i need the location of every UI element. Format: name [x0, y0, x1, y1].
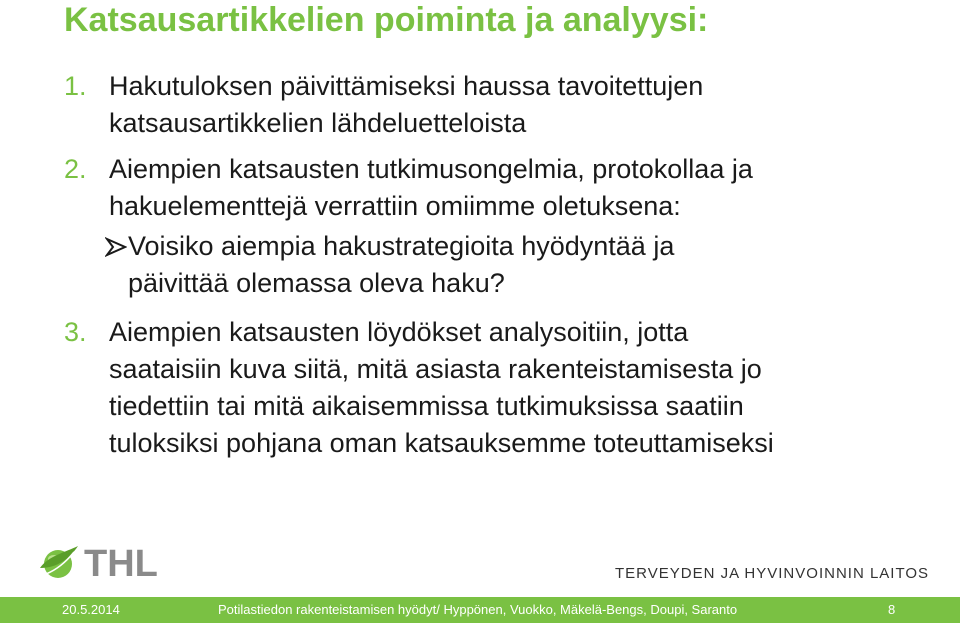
- logo-text: THL: [84, 543, 158, 582]
- footer-bar: [0, 597, 960, 623]
- slide-title: Katsausartikkelien poiminta ja analyysi:: [64, 1, 709, 39]
- list-item-3: [64, 314, 944, 462]
- sub-list-item-line-2: päivittää olemassa oleva haku?: [128, 268, 505, 298]
- list-number-3: 3.: [64, 317, 87, 347]
- list-item-1: [64, 68, 944, 142]
- list-item-3-line-3: tiedettiin tai mitä aikaisemmissa tutkimuksissa saatiin: [109, 391, 744, 421]
- footer-date: 20.5.2014: [62, 602, 120, 617]
- footer-credit: Potilastiedon rakenteistamisen hyödyt/ Hyppönen, Vuokko, Mäkelä-Bengs, Doupi, Saranto: [218, 602, 738, 617]
- list-item-3-line-2: saataisiin kuva siitä, mitä asiasta rakenteistamisesta jo: [109, 354, 762, 384]
- list-item-3-line-1: Aiempien katsausten löydökset analysoitiin, jotta: [109, 317, 689, 347]
- sub-list-item-line-1: Voisiko aiempia hakustrategioita hyödyntää ja: [128, 231, 675, 261]
- list-item-2-line-1: Aiempien katsausten tutkimusongelmia, protokollaa ja: [109, 154, 753, 184]
- thl-logo: [36, 538, 166, 582]
- list-item-3-line-4: tuloksiksi pohjana oman katsauksemme toteuttamiseksi: [109, 428, 774, 458]
- slide-content: [64, 68, 944, 462]
- list-item-2: [64, 151, 944, 225]
- sub-list-item: [105, 228, 944, 302]
- list-item-2-line-2: hakuelementtejä verrattiin omiimme oletuksena:: [109, 191, 681, 221]
- page-number: 8: [888, 602, 896, 617]
- organization-name: TERVEYDEN JA HYVINVOINNIN LAITOS: [615, 565, 930, 582]
- list-item-1-line-1: Hakutuloksen päivittämiseksi haussa tavoitettujen: [109, 71, 704, 101]
- list-item-1-line-2: katsausartikkelien lähdeluetteloista: [109, 108, 527, 138]
- list-number-2: 2.: [64, 154, 87, 184]
- thl-logo-icon: [40, 546, 78, 578]
- arrow-bullet-icon: [105, 237, 127, 257]
- list-number-1: 1.: [64, 71, 87, 101]
